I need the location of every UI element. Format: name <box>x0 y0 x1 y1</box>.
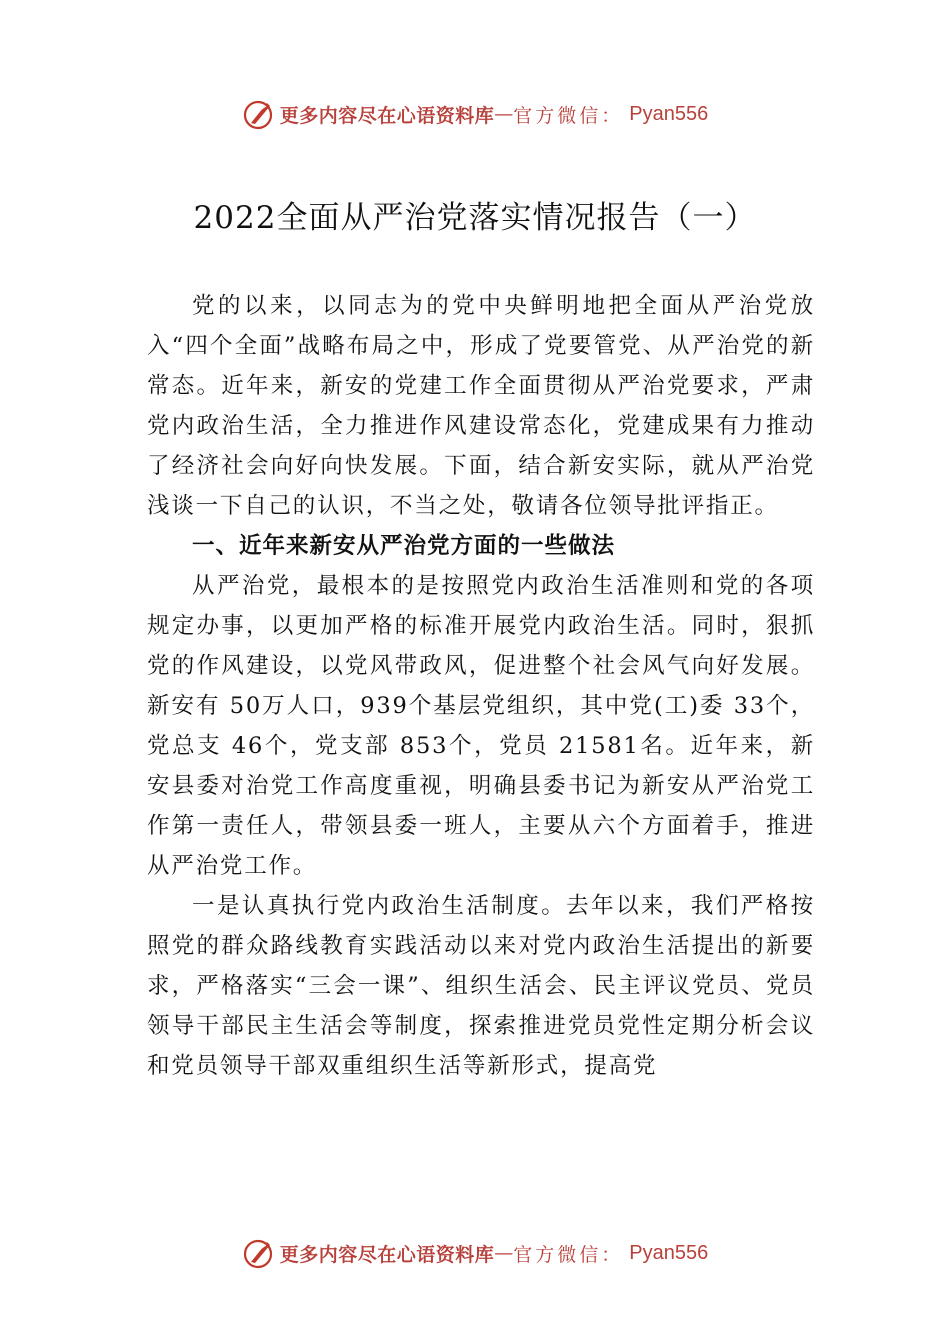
banner-dash: — <box>494 103 514 125</box>
banner-dash: — <box>494 1242 514 1264</box>
intro-paragraph: 党的以来，以同志为的党中央鲜明地把全面从严治党放入“四个全面”战略布局之中，形成了党要管党、从严治党的新常态。近年来，新安的党建工作全面贯彻从严治党要求，严肃党内政治生活，全力推进作风建设常态化，党建成果有力推动了经济社会向好向快发展。下面，结合新安实际，就从严治党浅谈一下自己的认识，不当之处，敬请各位领导批评指正。 <box>147 293 815 519</box>
body-paragraph: 从严治党，最根本的是按照党内政治生活准则和党的各项规定办事，以更加严格的标准开展党内政治生活。同时，狠抓党的作风建设，以党风带政风，促进整个社会风气向好发展。新安有 50万人口，939个基层党组织，其中党(工)委 33个，党总支 46个，党支部 853个，党员 21581名。近年来，新安县委对治党工作高度重视，明确县委书记为新安从严治党工作第一责任人，带领县委一班人，主要从六个方面着手，推进从严治党工作。 <box>147 573 815 879</box>
banner-wechat-id: Pyan556 <box>629 102 709 125</box>
document-body <box>147 286 815 1086</box>
banner-wechat-id: Pyan556 <box>629 1241 709 1264</box>
watermark-banner-top <box>0 94 950 134</box>
banner-wechat-label: 官方微信： <box>513 104 624 127</box>
quill-logo-icon <box>242 1236 276 1270</box>
document-title: 2022全面从严治党落实情况报告（一） <box>193 200 757 236</box>
banner-wechat-label: 官方微信： <box>513 1243 624 1266</box>
banner-site-text: 更多内容尽在心语资料库 <box>279 1243 495 1266</box>
watermark-banner-bottom <box>0 1233 950 1273</box>
body-paragraph: 一是认真执行党内政治生活制度。去年以来，我们严格按照党的群众路线教育实践活动以来对党内政治生活提出的新要求，严格落实“三会一课”、组织生活会、民主评议党员、党员领导干部民主生活会等制度，探索推进党员党性定期分析会议和党员领导干部双重组织生活等新形式，提高党 <box>147 893 815 1079</box>
quill-logo-icon <box>242 97 276 131</box>
banner-site-text: 更多内容尽在心语资料库 <box>279 104 495 127</box>
section-heading-1: 一、近年来新安从严治党方面的一些做法 <box>192 533 616 559</box>
